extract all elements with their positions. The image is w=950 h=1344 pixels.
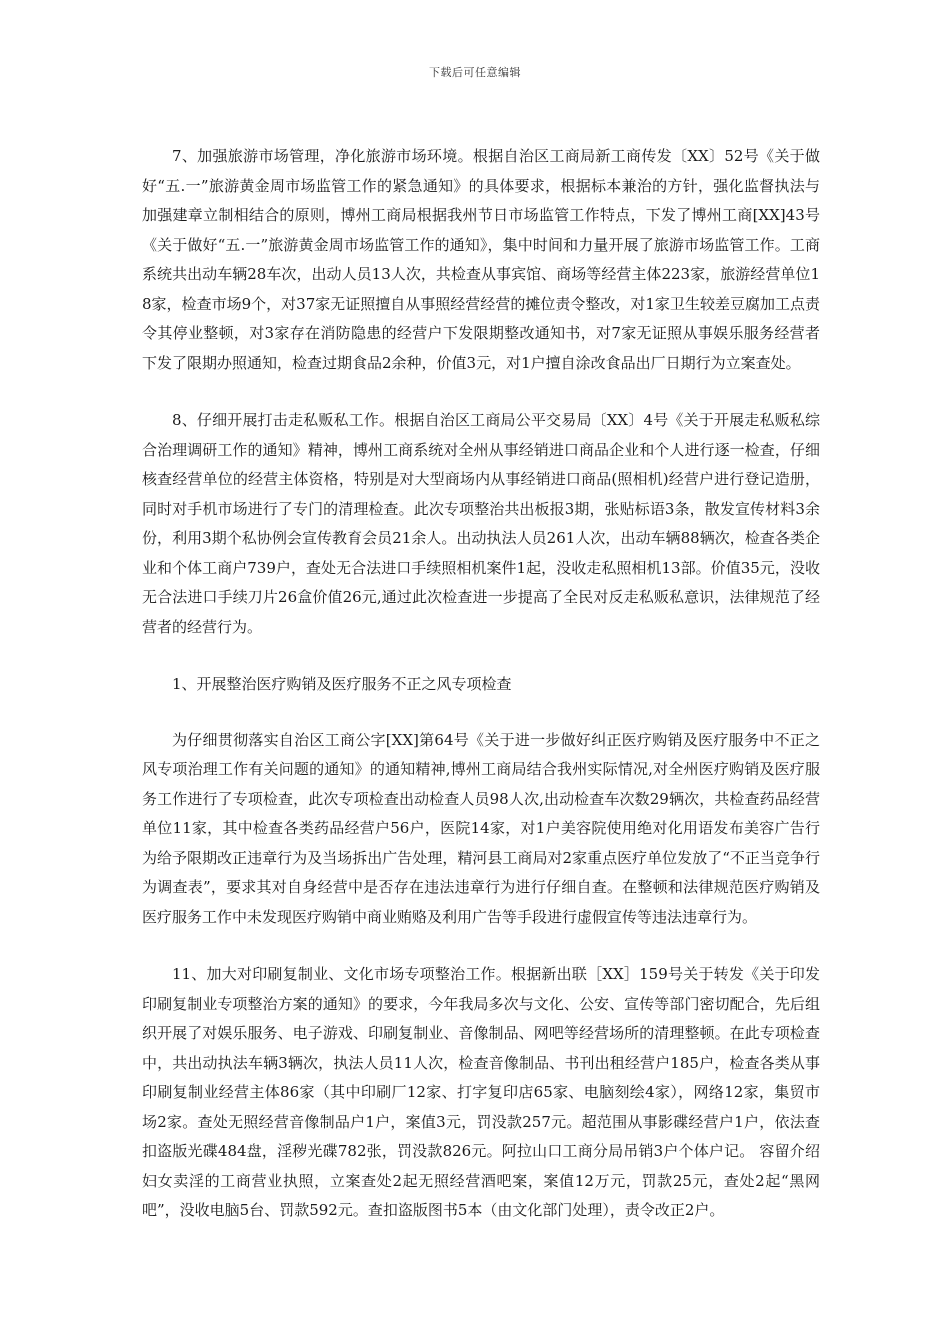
paragraph-tourism-market: 7、加强旅游市场管理，净化旅游市场环境。根据自治区工商局新工商传发〔XX〕52号《关于做好“五.一”旅游黄金周市场监管工作的紧急通知》的具体要求，根据标本兼治的方针，强化监督执法与加强建章立制相结合的原则，博州工商局根据我州节日市场监管工作特点，下发了博州工商[XX]43号《关于做好“五.一”旅游黄金周市场监管工作的通知》，集中时间和力量开展了旅游市场监管工作。工商系统共出动车辆28车次，出动人员13人次，共检查从事宾馆、商场等经营主体223家，旅游经营单位18家，检查市场9个，对37家无证照擅自从事照经营经营的摊位责令整改，对1家卫生较差豆腐加工点责令其停业整顿，对3家存在消防隐患的经营户下发限期整改通知书，对7家无证照从事娱乐服务经营者下发了限期办照通知，检查过期食品2余种，价值3元，对1户擅自涂改食品出厂日期行为立案查处。 (142, 147, 820, 372)
paragraph-anti-smuggling: 8、仔细开展打击走私贩私工作。根据自治区工商局公平交易局〔XX〕4号《关于开展走私贩私综合治理调研工作的通知》精神，博州工商系统对全州从事经销进口商品企业和个人进行逐一检查，仔细核查经营单位的经营主体资格，特别是对大型商场内从事经销进口商品(照相机)经营户进行登记造册，同时对手机市场进行了专门的清理检查。此次专项整治共出板报3期，张贴标语3条，散发宣传材料3余份，利用3期个私协例会宣传教育会员21余人。出动执法人员261人次，出动车辆88辆次，检查各类企业和个体工商户739户，查处无合法进口手续照相机案件1起，没收走私照相机13部。价值35元，没收无合法进口手续刀片26盒价值26元,通过此次检查进一步提高了全民对反走私贩私意识，法律规范了经营者的经营行为。 (142, 411, 820, 636)
document-body (142, 142, 820, 1254)
paragraph-printing-culture: 11、加大对印刷复制业、文化市场专项整治工作。根据新出联［XX］159号关于转发《关于印发印刷复制业专项整治方案的通知》的要求，今年我局多次与文化、公安、宣传等部门密切配合，先后组织开展了对娱乐服务、电子游戏、印刷复制业、音像制品、网吧等经营场所的清理整顿。在此专项检查中，共出动执法车辆3辆次，执法人员11人次，检查音像制品、书刊出租经营户185户，检查各类从事印刷复制业经营主体86家（其中印刷厂12家、打字复印店65家、电脑刻绘4家），网络12家，集贸市场2家。查处无照经营音像制品户1户，案值3元，罚没款257元。超范围从事影碟经营户1户，依法查扣盗版光碟484盘，淫秽光碟782张，罚没款826元。阿拉山口工商分局吊销3户个体户记。 容留介绍妇女卖淫的工商营业执照，立案查处2起无照经营酒吧案，案值12万元，罚款25元，查处2起“黑网吧”，没收电脑5台、罚款592元。查扣盗版图书5本（由文化部门处理），责令改正2户。 (142, 965, 820, 1219)
header-note: 下载后可任意编辑 (429, 66, 521, 79)
paragraph-medical-inspection: 为仔细贯彻落实自治区工商公字[XX]第64号《关于进一步做好纠正医疗购销及医疗服务中不正之风专项治理工作有关问题的通知》的通知精神,博州工商局结合我州实际情况,对全州医疗购销及医疗服务工作进行了专项检查，此次专项检查出动检查人员98人次,出动检查车次数29辆次，共检查药品经营单位11家，其中检查各类药品经营户56户，医院14家，对1户美容院使用绝对化用语发布美容广告行为给予限期改正违章行为及当场拆出广告处理，精河县工商局对2家重点医疗单位发放了“不正当竞争行为调查表”，要求其对自身经营中是否存在违法违章行为进行仔细自查。在整顿和法律规范医疗购销及医疗服务工作中未发现医疗购销中商业贿赂及利用广告等手段进行虚假宣传等违法违章行为。 (142, 730, 820, 926)
section-heading-medical: 1、开展整治医疗购销及医疗服务不正之风专项检查 (172, 675, 512, 693)
